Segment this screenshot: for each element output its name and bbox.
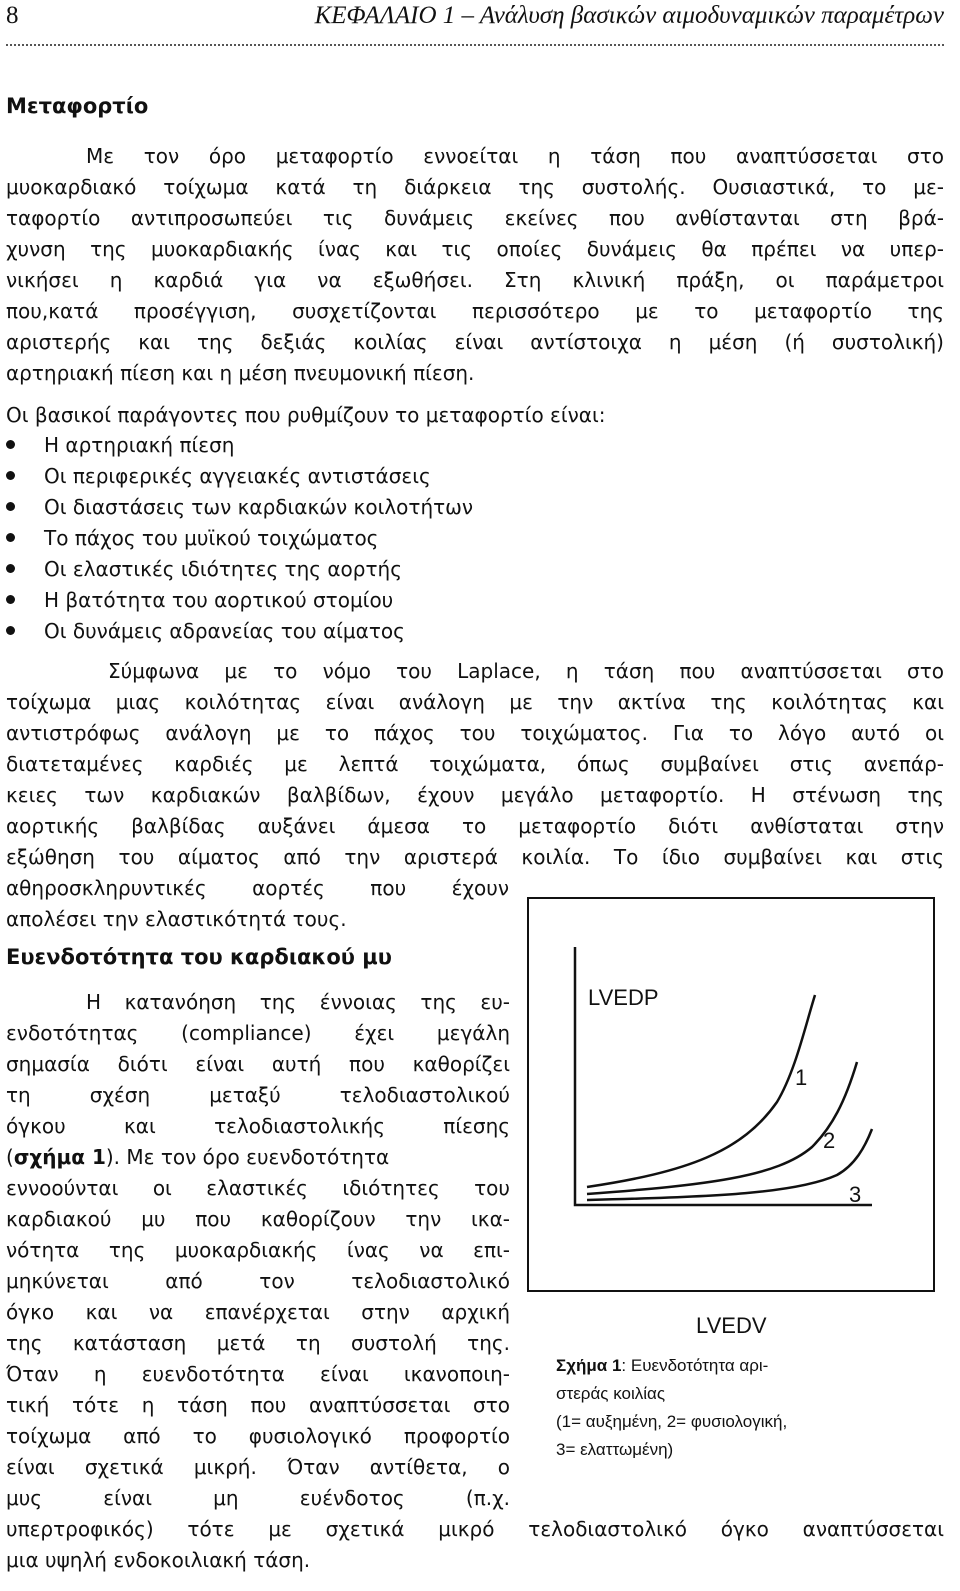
curve-2 — [587, 1062, 857, 1194]
chapter-title: ΚΕΦΑΛΑΙΟ 1 – Ανάλυση βασικών αιμοδυναμικών παραμέτρων — [314, 2, 944, 29]
compliance-figure-svg — [527, 897, 935, 1292]
paragraph-line: κειες των καρδιακών βαλβίδων, έχουν μεγάλο μεταφορτίο. Η στένωση της — [6, 783, 944, 807]
paragraph-line: που,κατά προσέγγιση, συσχετίζονται περισσότερο με το μεταφορτίο της — [6, 299, 944, 323]
paragraph-line: όγκου και τελοδιαστολικής πίεσης — [6, 1114, 510, 1138]
factors-intro: Οι βασικοί παράγοντες που ρυθμίζουν το μεταφορτίο είναι: — [6, 403, 606, 427]
paragraph-line: εξώθηση του αίματος από την αριστερά κοιλία. Το ίδιο συμβαίνει και στις — [6, 845, 944, 869]
figure-caption-line: Σχήμα 1: Ευενδοτότητα αρι- — [556, 1356, 769, 1375]
paragraph-line: μηκύνεται από τον τελοδιαστολικό — [6, 1269, 510, 1293]
compliance-figure — [527, 897, 935, 1338]
curve-label-3: 3 — [849, 1182, 862, 1207]
paragraph-line: εννοούνται οι ελαστικές ιδιότητες του — [6, 1176, 510, 1200]
paragraph-line: χυνση της μυοκαρδιακής ίνας και τις οποίες δυνάμεις θα πρέπει να υπερ- — [6, 237, 944, 261]
paragraph-line: ενδοτότητας (compliance) έχει μεγάλη — [6, 1021, 510, 1045]
curve-label-1: 1 — [795, 1065, 808, 1090]
paragraph-line: Η κατανόηση της έννοιας της ευ- — [86, 990, 510, 1014]
bullet-icon — [6, 471, 15, 480]
figure-caption-line: 3= ελαττωμένη) — [556, 1440, 674, 1459]
paragraph-line: υπερτροφικός) τότε με σχετικά μικρό τελοδιαστολικό όγκο αναπτύσσεται — [6, 1517, 944, 1541]
figure-frame — [528, 898, 934, 1291]
paragraph-line: τη σχέση μεταξύ τελοδιαστολικού — [6, 1083, 510, 1107]
paragraph-line: αντιστρόφως ανάλογη με το πάχος του τοιχώματος. Για το λόγο αυτό οι — [6, 721, 944, 745]
paragraph-line: Με τον όρο μεταφορτίο εννοείται η τάση που αναπτύσσεται στο — [86, 144, 944, 168]
curve-1 — [587, 995, 815, 1187]
paragraph-line: μυς είναι μη ευένδοτος (π.χ. — [6, 1486, 510, 1510]
bullet-icon — [6, 502, 15, 511]
figure-caption-line: (1= αυξημένη, 2= φυσιολογική, — [556, 1412, 788, 1431]
figure-caption-label: Σχήμα 1 — [556, 1356, 622, 1375]
paragraph-line: ταφορτίο αντιπροσωπεύει τις δυνάμεις εκείνες που ανθίστανται στη βρά- — [6, 206, 944, 230]
page-header — [6, 0, 944, 40]
paragraph-line: μυοκαρδιακό τοίχωμα κατά τη διάρκεια της συστολής. Ουσιαστικά, το με- — [6, 175, 944, 199]
list-item: Οι διαστάσεις των καρδιακών κοιλοτήτων — [6, 492, 473, 523]
paragraph-line: Σύμφωνα με το νόμο του Laplace, η τάση που αναπτύσσεται στο — [108, 659, 944, 683]
figure-caption-line: στεράς κοιλίας — [556, 1384, 666, 1403]
paragraph-line: αρτηριακή πίεση και η μέση πνευμονική πίεση. — [6, 361, 475, 385]
paragraph-line: μια υψηλή ενδοκοιλιακή τάση. — [6, 1548, 311, 1572]
x-axis-label: LVEDV — [696, 1313, 767, 1338]
list-item: Η βατότητα του αορτικού στομίου — [6, 585, 393, 616]
paragraph-line: αθηροσκληρυντικές αορτές που έχουν — [6, 876, 509, 900]
section-heading-afterload: Μεταφορτίο — [6, 94, 149, 118]
paragraph-line: νότητα της μυοκαρδιακής ίνας να επι- — [6, 1238, 510, 1262]
bullet-icon — [6, 440, 15, 449]
section-heading-compliance: Ευενδοτότητα του καρδιακού μυ — [6, 945, 392, 969]
bullet-icon — [6, 533, 15, 542]
paragraph-line: Όταν η ευενδοτότητα είναι ικανοποιη- — [6, 1362, 510, 1386]
paragraph-line: διατεταμένες καρδιές με λεπτά τοιχώματα, όπως συμβαίνει στις ανεπάρ- — [6, 752, 944, 776]
list-item: Οι ελαστικές ιδιότητες της αορτής — [6, 554, 402, 585]
paragraph-line: (σχήμα 1). Με τον όρο ευενδοτότητα — [6, 1145, 390, 1169]
bullet-icon — [6, 595, 15, 604]
list-item: Οι δυνάμεις αδρανείας του αίματος — [6, 616, 405, 647]
paragraph-line: καρδιακού μυ που καθορίζουν την ικα- — [6, 1207, 510, 1231]
bullet-icon — [6, 564, 15, 573]
paragraph-line: όγκο και να επανέρχεται στην αρχική — [6, 1300, 510, 1324]
bullet-icon — [6, 626, 15, 635]
paragraph-line: αορτικής βαλβίδας αυξάνει άμεσα το μεταφορτίο διότι ανθίσταται στην — [6, 814, 944, 838]
paragraph-line: τοίχωμα από το φυσιολογικό προφορτίο — [6, 1424, 510, 1448]
paragraph-line: της κατάσταση μετά τη συστολή της. — [6, 1331, 510, 1355]
list-item: Το πάχος του μυϊκού τοιχώματος — [6, 523, 378, 554]
paragraph-line: τική τότε η τάση που αναπτύσσεται στο — [6, 1393, 510, 1417]
list-item: Οι περιφερικές αγγειακές αντιστάσεις — [6, 461, 431, 492]
paragraph-line: αριστερής και της δεξιάς κοιλίας είναι αντίστοιχα η μέση (ή συστολική) — [6, 330, 944, 354]
figure-ref-open: ( — [6, 1145, 14, 1169]
page-number: 8 — [6, 2, 19, 29]
paragraph-line: απολέσει την ελαστικότητά τους. — [6, 907, 347, 931]
paragraph-line: είναι σχετικά μικρή. Όταν αντίθετα, ο — [6, 1455, 510, 1479]
figure-reference[interactable]: σχήμα 1 — [13, 1145, 106, 1169]
header-divider — [6, 44, 944, 46]
paragraph-line: νικήσει η καρδιά για να εξωθήσει. Στη κλινική πράξη, οι παράμετροι — [6, 268, 944, 292]
list-item: Η αρτηριακή πίεση — [6, 430, 234, 461]
curve-label-2: 2 — [823, 1128, 836, 1153]
y-axis-label: LVEDP — [588, 985, 659, 1010]
paragraph-line: τοίχωμα μιας κοιλότητας είναι ανάλογη με την ακτίνα της κοιλότητας και — [6, 690, 944, 714]
paragraph-line: σημασία διότι είναι αυτή που καθορίζει — [6, 1052, 510, 1076]
